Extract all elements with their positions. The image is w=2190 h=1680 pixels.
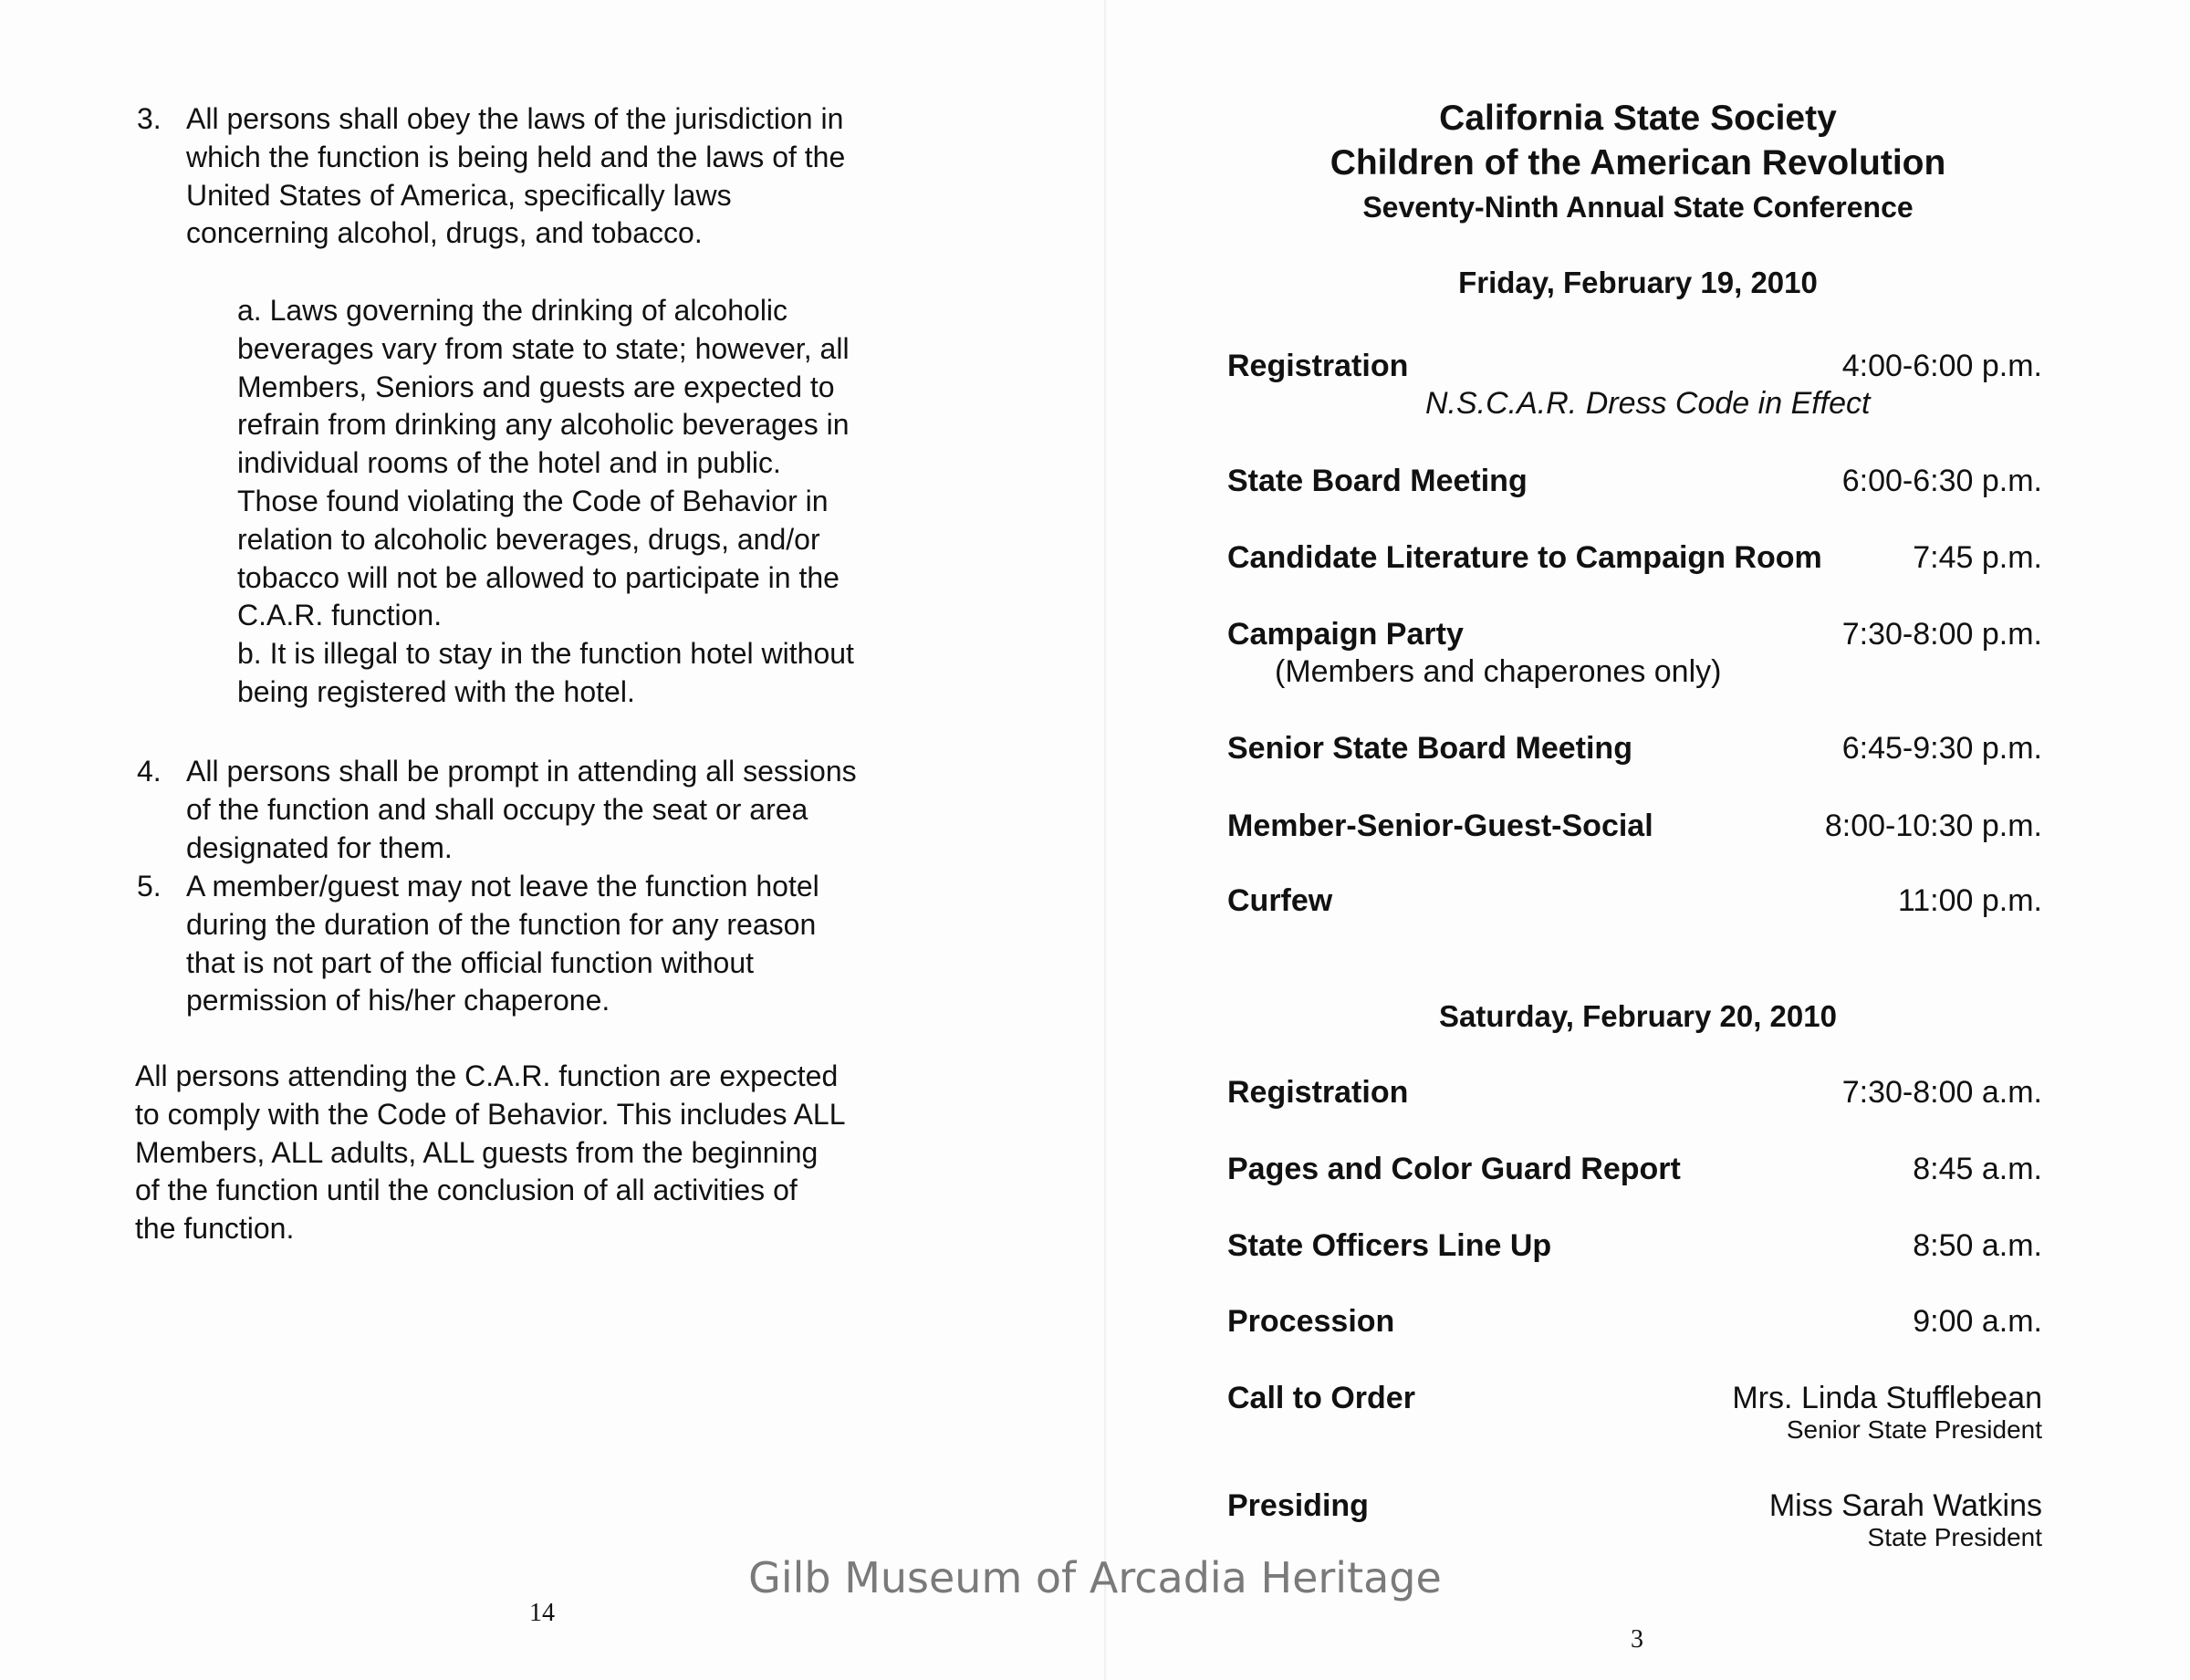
title-organization: Children of the American Revolution [1330, 143, 1946, 183]
title-society: California State Society [1439, 99, 1837, 138]
text-line: C.A.R. function. [237, 599, 443, 631]
text-line: of the function until the conclusion of all activities of [135, 1174, 798, 1206]
event-time: Miss Sarah Watkins [1768, 1488, 2042, 1523]
text-line: b. It is illegal to stay in the function hotel without [237, 637, 854, 670]
event-time: 6:00-6:30 p.m. [1841, 464, 2042, 498]
event-label: Presiding [1227, 1488, 1369, 1523]
text-line: concerning alcohol, drugs, and tobacco. [186, 216, 703, 249]
event-label: Registration [1227, 1075, 1409, 1110]
officer-title: Senior State President [1786, 1415, 2042, 1444]
event-time: 7:30-8:00 p.m. [1841, 617, 2042, 652]
text-line: Members, Seniors and guests are expected to [237, 370, 835, 403]
text-line: individual rooms of the hotel and in public. [237, 446, 781, 479]
text-line: the function. [135, 1212, 295, 1245]
event-label: Call to Order [1227, 1381, 1415, 1415]
text-line: Those found violating the Code of Behavior in [237, 485, 829, 517]
event-time: 7:30-8:00 a.m. [1841, 1075, 2042, 1110]
text-line: designated for them. [186, 831, 453, 864]
text-line: during the duration of the function for any reason [186, 908, 817, 941]
text-line: of the function and shall occupy the seat or area [186, 793, 808, 826]
saturday-heading: Saturday, February 20, 2010 [1439, 999, 1837, 1033]
text-line: a. Laws governing the drinking of alcoholic [237, 294, 788, 327]
page-number: 3 [1631, 1625, 1643, 1654]
event-label: State Board Meeting [1227, 464, 1528, 498]
text-line: refrain from drinking any alcoholic beverages in [237, 408, 850, 441]
item-number: 4. [137, 755, 162, 788]
text-line: to comply with the Code of Behavior. This includes ALL [135, 1098, 846, 1131]
event-label: Registration [1227, 349, 1409, 383]
event-note: (Members and chaperones only) [1275, 654, 1722, 689]
text-line: that is not part of the official function without [186, 946, 754, 979]
text-line: which the function is being held and the laws of the [186, 141, 846, 173]
text-line: All persons shall obey the laws of the jurisdiction in [186, 102, 844, 135]
event-time: Mrs. Linda Stufflebean [1732, 1381, 2042, 1415]
event-time: 4:00-6:00 p.m. [1841, 349, 2042, 383]
watermark: Gilb Museum of Arcadia Heritage [748, 1553, 1442, 1602]
text-line: All persons shall be prompt in attending all sessions [186, 755, 857, 788]
event-time: 9:00 a.m. [1913, 1304, 2042, 1339]
text-line: United States of America, specifically laws [186, 179, 732, 212]
title-conference: Seventy-Ninth Annual State Conference [1362, 191, 1914, 224]
text-line: tobacco will not be allowed to participate in the [237, 561, 840, 594]
item-number: 3. [137, 102, 162, 135]
item-number: 5. [137, 870, 162, 903]
event-label: Member-Senior-Guest-Social [1227, 809, 1653, 843]
text-line: A member/guest may not leave the function hotel [186, 870, 819, 903]
text-line: permission of his/her chaperone. [186, 984, 610, 1017]
event-label: State Officers Line Up [1227, 1228, 1552, 1263]
text-line: Members, ALL adults, ALL guests from the beginning [135, 1136, 819, 1169]
event-time: 8:45 a.m. [1913, 1152, 2042, 1186]
event-label: Campaign Party [1227, 617, 1464, 652]
event-label: Curfew [1227, 883, 1333, 918]
text-line: relation to alcoholic beverages, drugs, and/or [237, 523, 820, 556]
event-time: 6:45-9:30 p.m. [1841, 731, 2042, 766]
event-time: 7:45 p.m. [1913, 540, 2042, 575]
event-time: 8:00-10:30 p.m. [1824, 809, 2042, 843]
event-time: 11:00 p.m. [1897, 883, 2042, 918]
text-line: beverages vary from state to state; however, all [237, 332, 850, 365]
event-label: Candidate Literature to Campaign Room [1227, 540, 1822, 575]
page-fold [1104, 0, 1106, 1680]
friday-heading: Friday, February 19, 2010 [1458, 266, 1818, 299]
page-number: 14 [529, 1599, 555, 1627]
officer-title: State President [1867, 1523, 2042, 1551]
event-label: Senior State Board Meeting [1227, 731, 1632, 766]
event-note: N.S.C.A.R. Dress Code in Effect [1425, 386, 1871, 421]
text-line: being registered with the hotel. [237, 675, 635, 708]
event-label: Procession [1227, 1304, 1395, 1339]
event-label: Pages and Color Guard Report [1227, 1152, 1681, 1186]
text-line: All persons attending the C.A.R. function are expected [135, 1059, 839, 1092]
event-time: 8:50 a.m. [1913, 1228, 2042, 1263]
